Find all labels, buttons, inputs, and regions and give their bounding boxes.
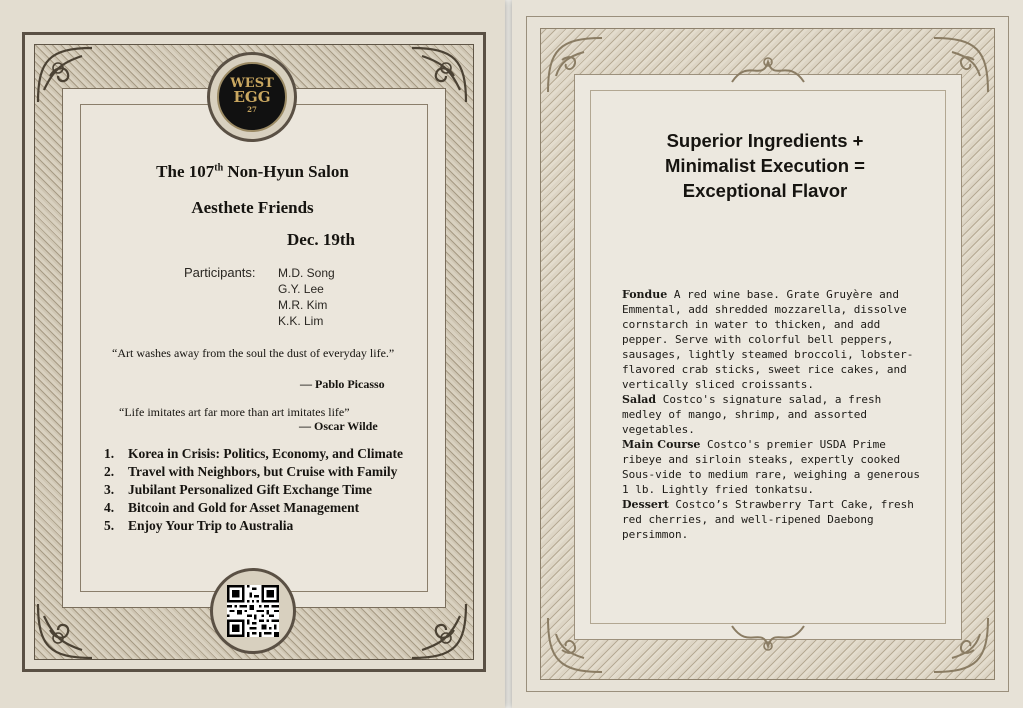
scroll-ornament-icon bbox=[926, 30, 996, 100]
scroll-ornament-icon bbox=[30, 40, 100, 110]
invitation-card bbox=[0, 0, 505, 708]
menu-course bbox=[622, 287, 922, 392]
agenda-list bbox=[104, 446, 403, 536]
title-ordinal: th bbox=[214, 162, 224, 174]
headline-line: Exceptional Flavor bbox=[682, 180, 848, 201]
menu-course bbox=[622, 437, 922, 497]
scroll-ornament-icon bbox=[404, 596, 474, 666]
participants-label: Participants: bbox=[184, 265, 256, 280]
course-name: Fondue bbox=[622, 288, 668, 301]
agenda-text: Travel with Neighbors, but Cruise with Family bbox=[128, 464, 398, 479]
course-name: Dessert bbox=[622, 498, 669, 511]
participant: K.K. Lim bbox=[278, 314, 324, 328]
agenda-number: 3. bbox=[104, 482, 115, 497]
agenda-number: 1. bbox=[104, 446, 115, 461]
scroll-ornament-icon bbox=[540, 30, 610, 100]
agenda-number: 5. bbox=[104, 518, 115, 533]
quote-text: “Life imitates art far more than art imitates life” bbox=[119, 405, 350, 419]
menu-course bbox=[622, 392, 922, 437]
menu-course-list bbox=[622, 287, 922, 542]
headline-line: Minimalist Execution = bbox=[665, 155, 865, 176]
course-name: Main Course bbox=[622, 438, 701, 451]
logo-line-2: EGG bbox=[233, 88, 271, 106]
crest-ornament-icon bbox=[728, 616, 808, 656]
scroll-ornament-icon bbox=[540, 610, 610, 680]
agenda-item bbox=[104, 500, 403, 518]
quote-author: — Oscar Wilde bbox=[299, 419, 378, 433]
scroll-ornament-icon bbox=[926, 610, 996, 680]
participant: M.R. Kim bbox=[278, 298, 328, 312]
event-date: Dec. 19th bbox=[287, 230, 355, 249]
agenda-text: Enjoy Your Trip to Australia bbox=[128, 518, 294, 533]
crest-ornament-icon bbox=[728, 52, 808, 92]
participant: M.D. Song bbox=[278, 266, 335, 280]
logo-line-3: 27 bbox=[247, 105, 257, 114]
course-description: Costco's signature salad, a fresh medley of mango, shrimp, and assorted vegetables. bbox=[622, 393, 882, 436]
agenda-item bbox=[104, 482, 403, 500]
agenda-text: Jubilant Personalized Gift Exchange Time bbox=[128, 482, 373, 497]
group-name: Aesthete Friends bbox=[191, 198, 314, 217]
menu-course bbox=[622, 497, 922, 542]
title-suffix: Non-Hyun Salon bbox=[223, 162, 349, 181]
agenda-item bbox=[104, 464, 403, 482]
course-description: A red wine base. Grate Gruyère and Emmental, add shredded mozzarella, dissolve cornstarch in water to thicken, and add pepper. Serve with colorful bell peppers, sausages, lightly steamed broccoli, lobster-flavored crab sticks, sweet rice cakes, and vertically sliced croissants. bbox=[622, 288, 914, 391]
agenda-item bbox=[104, 518, 403, 536]
scroll-ornament-icon bbox=[404, 40, 474, 110]
title-prefix: The 107 bbox=[156, 162, 215, 181]
course-name: Salad bbox=[622, 393, 657, 406]
quote-author: — Pablo Picasso bbox=[300, 377, 385, 391]
agenda-item bbox=[104, 446, 403, 464]
participants-list bbox=[278, 265, 335, 329]
logo-line-1: WEST bbox=[230, 76, 274, 91]
course-description: Costco's premier USDA Prime ribeye and sirloin steaks, expertly cooked Sous-vide to medium rare, weighing a generous 1 lb. Lightly fried tonkatsu. bbox=[622, 438, 921, 496]
quote-text: “Art washes away from the soul the dust of everyday life.” bbox=[112, 346, 395, 360]
course-description: Costco’s Strawberry Tart Cake, fresh red cherries, and well-ripened Daebong persimmon. bbox=[622, 498, 914, 541]
event-title bbox=[0, 162, 505, 182]
participant: G.Y. Lee bbox=[278, 282, 324, 296]
west-egg-logo bbox=[217, 62, 287, 132]
qr-code-icon[interactable] bbox=[227, 585, 279, 637]
agenda-text: Korea in Crisis: Politics, Economy, and Climate bbox=[128, 446, 403, 461]
agenda-number: 4. bbox=[104, 500, 115, 515]
headline-line: Superior Ingredients + bbox=[666, 130, 864, 151]
scroll-ornament-icon bbox=[30, 596, 100, 666]
agenda-text: Bitcoin and Gold for Asset Management bbox=[128, 500, 360, 515]
menu-headline bbox=[590, 128, 940, 203]
agenda-number: 2. bbox=[104, 464, 115, 479]
